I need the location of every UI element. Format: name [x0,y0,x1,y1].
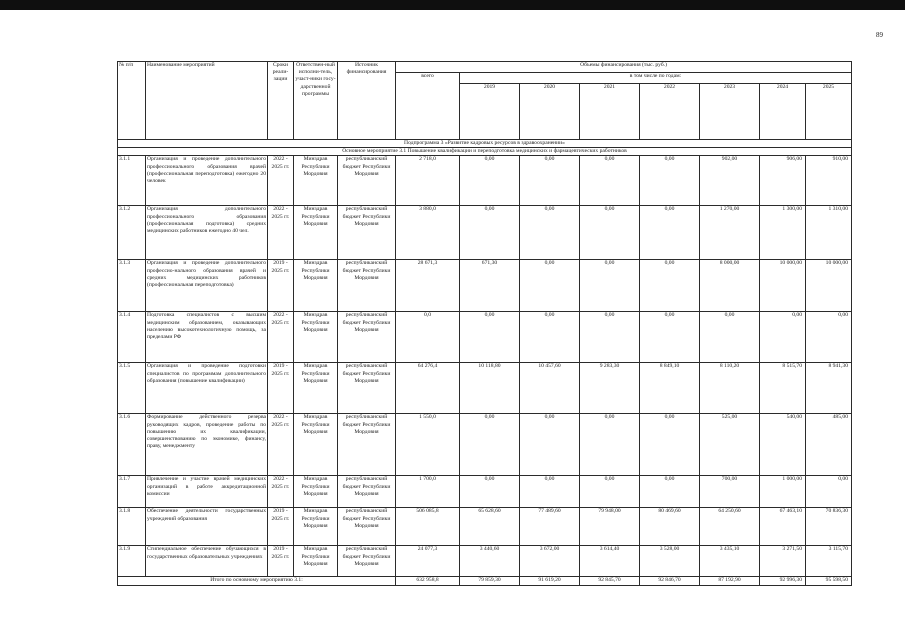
row-2022: 0,00 [640,414,700,476]
row-2019: 0,00 [460,414,520,476]
row-num: 3.1.6 [118,414,146,476]
row-responsible: Минздрав Республики Мордовия [294,508,338,546]
header-term: Сроки реали-зации [268,62,294,140]
row-2019: 0,00 [460,156,520,206]
row-2022: 0,00 [640,156,700,206]
row-2020: 0,00 [520,260,580,312]
row-2025: 70 836,30 [806,508,852,546]
row-responsible: Минздрав Республики Мордовия [294,260,338,312]
row-responsible: Минздрав Республики Мордовия [294,206,338,260]
row-responsible: Минздрав Республики Мордовия [294,414,338,476]
row-2022: 3 528,00 [640,546,700,577]
row-2021: 79 948,00 [580,508,640,546]
header-by-years: в том числе по годам: [460,73,852,84]
row-responsible: Минздрав Республики Мордовия [294,546,338,577]
row-2021: 0,00 [580,414,640,476]
row-source: республиканский бюджет Республики Мордовия [338,156,396,206]
row-2022: 0,00 [640,312,700,363]
row-2019: 671,30 [460,260,520,312]
row-2019: 10 118,80 [460,363,520,414]
row-2023: 525,00 [700,414,760,476]
total-2023: 87 192,90 [700,577,760,586]
row-2021: 9 283,30 [580,363,640,414]
row-total: 1 550,0 [396,414,460,476]
row-2021: 0,00 [580,206,640,260]
row-2024: 0,00 [760,312,806,363]
row-2021: 0,00 [580,260,640,312]
row-name: Привлечение и участие врачей медицинских организаций в работе аккредитационной комиссии [146,476,268,508]
table-row [118,260,852,312]
row-total: 1 700,0 [396,476,460,508]
row-2020: 0,00 [520,312,580,363]
row-2021: 0,00 [580,476,640,508]
header-year-2024: 2024 [760,84,806,140]
total-2025: 95 598,50 [806,577,852,586]
row-term: 2019 - 2025 гг. [268,508,294,546]
row-2024: 906,00 [760,156,806,206]
row-num: 3.1.5 [118,363,146,414]
main-event-row [118,148,852,156]
row-source: республиканский бюджет Республики Мордовия [338,312,396,363]
header-volume: Объемы финансирования (тыс. руб.) [396,62,852,73]
total-2021: 92 845,70 [580,577,640,586]
row-term: 2019 - 2025 гг. [268,546,294,577]
table-row [118,476,852,508]
row-source: республиканский бюджет Республики Мордовия [338,206,396,260]
total-2019: 79 859,30 [460,577,520,586]
header-responsible: Ответствен-ный исполни-тель, участ-ники госу-дарственной программы [294,62,338,140]
row-2021: 0,00 [580,312,640,363]
header-year-2021: 2021 [580,84,640,140]
row-2022: 80 469,60 [640,508,700,546]
row-2024: 10 000,00 [760,260,806,312]
row-responsible: Минздрав Республики Мордовия [294,363,338,414]
header-year-2019: 2019 [460,84,520,140]
row-2020: 0,00 [520,156,580,206]
row-total: 2 718,0 [396,156,460,206]
table-row [118,363,852,414]
row-source: республиканский бюджет Республики Мордовия [338,414,396,476]
row-name: Организация и проведение дополнительного профессио-нального образования врачей и средних медицинских работников (профессиональная переподготовка) [146,260,268,312]
row-name: Обеспечение деятельности государственных учреждений образования [146,508,268,546]
scan-top-edge [0,0,905,10]
row-2020: 0,00 [520,206,580,260]
row-term: 2022 - 2025 гг. [268,206,294,260]
row-2023: 3 435,10 [700,546,760,577]
total-row [118,577,852,586]
row-2023: 8 000,00 [700,260,760,312]
row-2023: 0,00 [700,312,760,363]
row-2021: 3 614,40 [580,546,640,577]
row-name: Стипендиальное обеспечение обучающихся в государственных образовательных учреждениях [146,546,268,577]
row-2023: 1 270,00 [700,206,760,260]
row-2020: 0,00 [520,476,580,508]
row-total: 3 880,0 [396,206,460,260]
row-source: республиканский бюджет Республики Мордовия [338,363,396,414]
subprogram-title: Подпрограмма 3 «Развитие кадровых ресурсов в здравоохранении» [118,140,852,148]
total-2022: 92 846,70 [640,577,700,586]
row-num: 3.1.7 [118,476,146,508]
row-total: 64 276,4 [396,363,460,414]
header-num: № п/п [118,62,146,140]
row-2021: 0,00 [580,156,640,206]
row-2023: 902,00 [700,156,760,206]
row-2019: 65 628,60 [460,508,520,546]
row-2023: 64 250,60 [700,508,760,546]
row-total: 0,0 [396,312,460,363]
row-responsible: Минздрав Республики Мордовия [294,476,338,508]
header-total: всего [396,73,460,140]
row-2019: 0,00 [460,206,520,260]
total-label: Итого по основному мероприятию 3.1: [118,577,396,586]
main-event-title: Основное мероприятие 3.1 Повышение квалификации и переподготовка медицинских и фармацевтических работников [118,148,852,156]
row-name: Организация и проведение подготовки специалистов по программам дополнительного образования (повышение квалификации) [146,363,268,414]
row-source: республиканский бюджет Республики Мордовия [338,546,396,577]
row-num: 3.1.9 [118,546,146,577]
row-2024: 1 300,00 [760,206,806,260]
row-name: Организация и проведение дополнительного профессионального образования врачей (профессиональная переподготовка) ежегодно 20 человек [146,156,268,206]
header-year-2022: 2022 [640,84,700,140]
row-source: республиканский бюджет Республики Мордовия [338,260,396,312]
row-2020: 3 672,00 [520,546,580,577]
row-2024: 3 271,50 [760,546,806,577]
row-num: 3.1.1 [118,156,146,206]
row-2019: 3 440,60 [460,546,520,577]
financing-table [117,61,852,586]
row-2024: 8 515,70 [760,363,806,414]
row-2020: 0,00 [520,414,580,476]
header-name: Наименование мероприятий [146,62,268,140]
subprogram-row [118,140,852,148]
row-term: 2022 - 2025 гг. [268,156,294,206]
row-2023: 700,00 [700,476,760,508]
header-source: Источник финансирования [338,62,396,140]
row-2025: 0,00 [806,312,852,363]
row-2025: 485,00 [806,414,852,476]
row-total: 28 671,3 [396,260,460,312]
row-term: 2022 - 2025 гг. [268,414,294,476]
row-2022: 8 849,10 [640,363,700,414]
table-row [118,546,852,577]
header-year-2023: 2023 [700,84,760,140]
row-num: 3.1.4 [118,312,146,363]
row-2022: 0,00 [640,206,700,260]
page-number: 89 [876,31,883,39]
row-2025: 3 115,70 [806,546,852,577]
row-source: республиканский бюджет Республики Мордовия [338,508,396,546]
row-source: республиканский бюджет Республики Мордовия [338,476,396,508]
total-2024: 92 996,30 [760,577,806,586]
row-2025: 1 310,00 [806,206,852,260]
row-term: 2019 - 2025 гг. [268,260,294,312]
row-2022: 0,00 [640,476,700,508]
row-responsible: Минздрав Республики Мордовия [294,312,338,363]
header-year-2020: 2020 [520,84,580,140]
row-2024: 1 000,00 [760,476,806,508]
row-term: 2022 - 2025 гг. [268,312,294,363]
row-2025: 10 000,00 [806,260,852,312]
table-row [118,312,852,363]
row-2019: 0,00 [460,312,520,363]
row-responsible: Минздрав Республики Мордовия [294,156,338,206]
row-2022: 0,00 [640,260,700,312]
table-row [118,508,852,546]
header-row [118,62,852,73]
row-2020: 77 489,60 [520,508,580,546]
row-2023: 8 110,20 [700,363,760,414]
row-num: 3.1.3 [118,260,146,312]
row-2025: 0,00 [806,476,852,508]
row-total: 506 085,8 [396,508,460,546]
row-total: 24 077,3 [396,546,460,577]
table-row [118,206,852,260]
row-2024: 540,00 [760,414,806,476]
row-2019: 0,00 [460,476,520,508]
row-name: Подготовка специалистов с высшим медицинским образованием, оказывающих населению высокотехнологичную помощь, за пределами РФ [146,312,268,363]
row-num: 3.1.8 [118,508,146,546]
row-name: Формирование действенного резерва руководящих кадров, проведение работы по повышению их квалификации, совершенствованию по экономике, финансу, праву, менеджменту [146,414,268,476]
header-year-2025: 2025 [806,84,852,140]
row-num: 3.1.2 [118,206,146,260]
total-sum: 632 958,8 [396,577,460,586]
row-term: 2019 - 2025 гг. [268,363,294,414]
table-row [118,414,852,476]
row-name: Организация дополнительного профессионального образования (профессиональная подготовка) средних медицинских работников ежегодно 40 чел. [146,206,268,260]
row-2025: 910,00 [806,156,852,206]
row-2020: 10 457,60 [520,363,580,414]
row-2024: 67 463,10 [760,508,806,546]
row-2025: 8 941,30 [806,363,852,414]
row-term: 2022 - 2025 гг. [268,476,294,508]
table-row [118,156,852,206]
total-2020: 91 619,20 [520,577,580,586]
